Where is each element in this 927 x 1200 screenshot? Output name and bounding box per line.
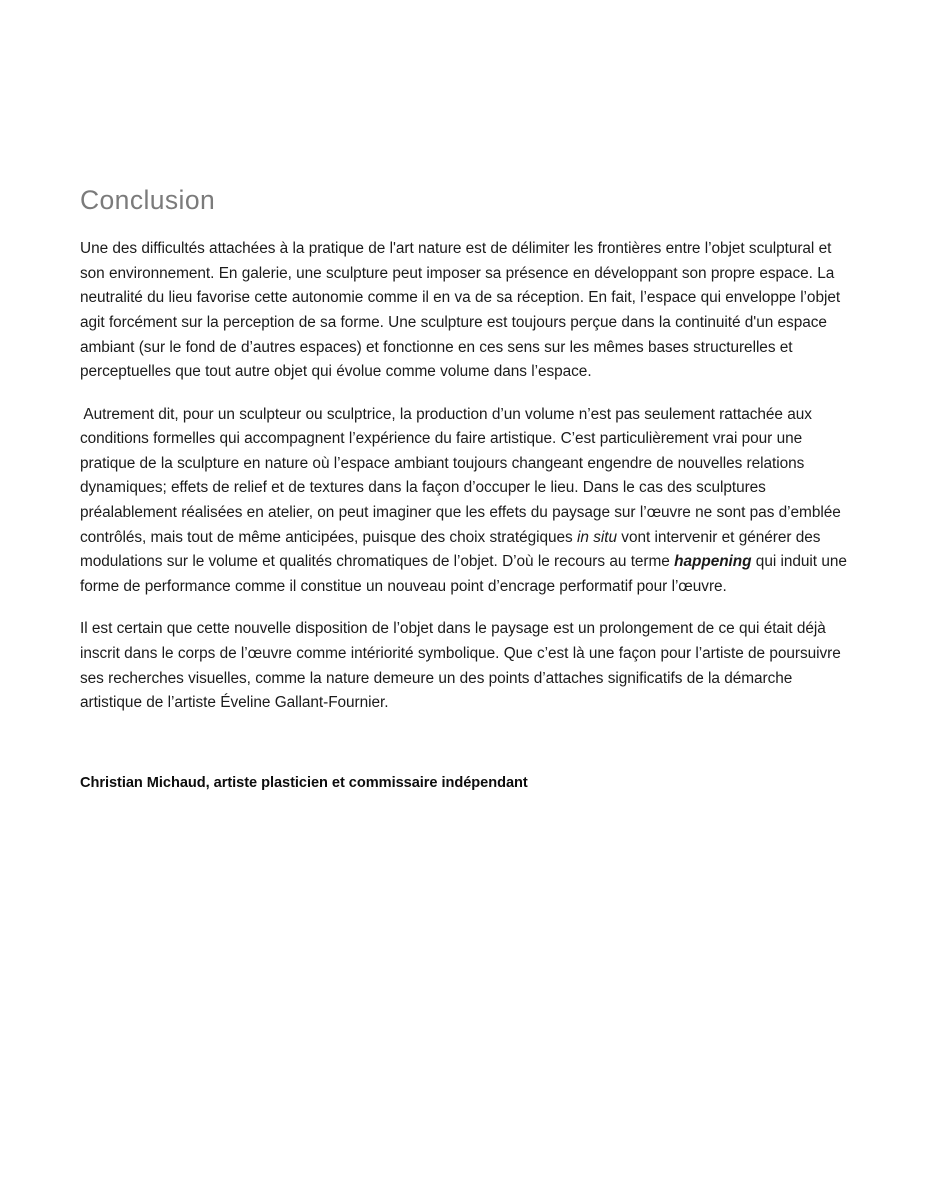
paragraph-2 (80, 403, 850, 600)
text-run: vont intervenir et générer des modulations sur le volume et qualités chromatiques de l’objet. D’où le recours au terme (80, 528, 821, 571)
page-title: Conclusion (80, 185, 216, 215)
text-run: Il est certain que cette nouvelle disposition de l’objet dans le paysage est un prolongement de ce qui était déjà inscrit dans le corps de l’œuvre comme intériorité symbolique. Que c’est là une façon pour l’artiste de poursuivre ses recherches visuelles, comme la nature demeure un des points d’attaches significatifs de la démarche artistique de l’artiste Éveline Gallant-Fournier. (80, 620, 841, 712)
paragraph-1 (80, 237, 850, 385)
italic-term: in situ (577, 528, 617, 546)
document-body (80, 186, 850, 794)
text-run: Autrement dit, pour un sculpteur ou sculptrice, la production d’un volume n’est pas seulement rattachée aux conditions formelles qui accompagnent l’expérience du faire artistique. C’est particulièrement vrai pour une pratique de la sculpture en nature où l’espace ambiant toujours changeant engendre de nouvelles relations dynamiques; effets de relief et de textures dans la façon d’occuper le lieu. Dans le cas des sculptures préalablement réalisées en atelier, on peut imaginer que les effets du paysage sur l’œuvre ne sont pas d’emblée contrôlés, mais tout de même anticipées, puisque des choix stratégiques (80, 405, 841, 546)
text-run: qui induit une forme de performance comme il constitue un nouveau point d’encrage performatif pour l’œuvre. (80, 553, 847, 595)
paragraph-3 (80, 617, 850, 715)
author-signature: Christian Michaud, artiste plasticien et commissaire indépendant (80, 774, 528, 791)
emphasised-term: happening (674, 553, 752, 571)
text-run: Une des difficultés attachées à la pratique de l'art nature est de délimiter les frontières entre l’objet sculptural et son environnement. En galerie, une sculpture peut imposer sa présence en développant son propre espace. La neutralité du lieu favorise cette autonomie comme il en va de sa réception. En fait, l’espace qui enveloppe l’objet agit forcément sur la perception de sa forme. Une sculpture est toujours perçue dans la continuité d'un espace ambiant (sur le fond de d’autres espaces) et fonctionne en ces sens sur les mêmes bases structurelles et perceptuelles que tout autre objet qui évolue comme volume dans l’espace. (80, 240, 841, 381)
